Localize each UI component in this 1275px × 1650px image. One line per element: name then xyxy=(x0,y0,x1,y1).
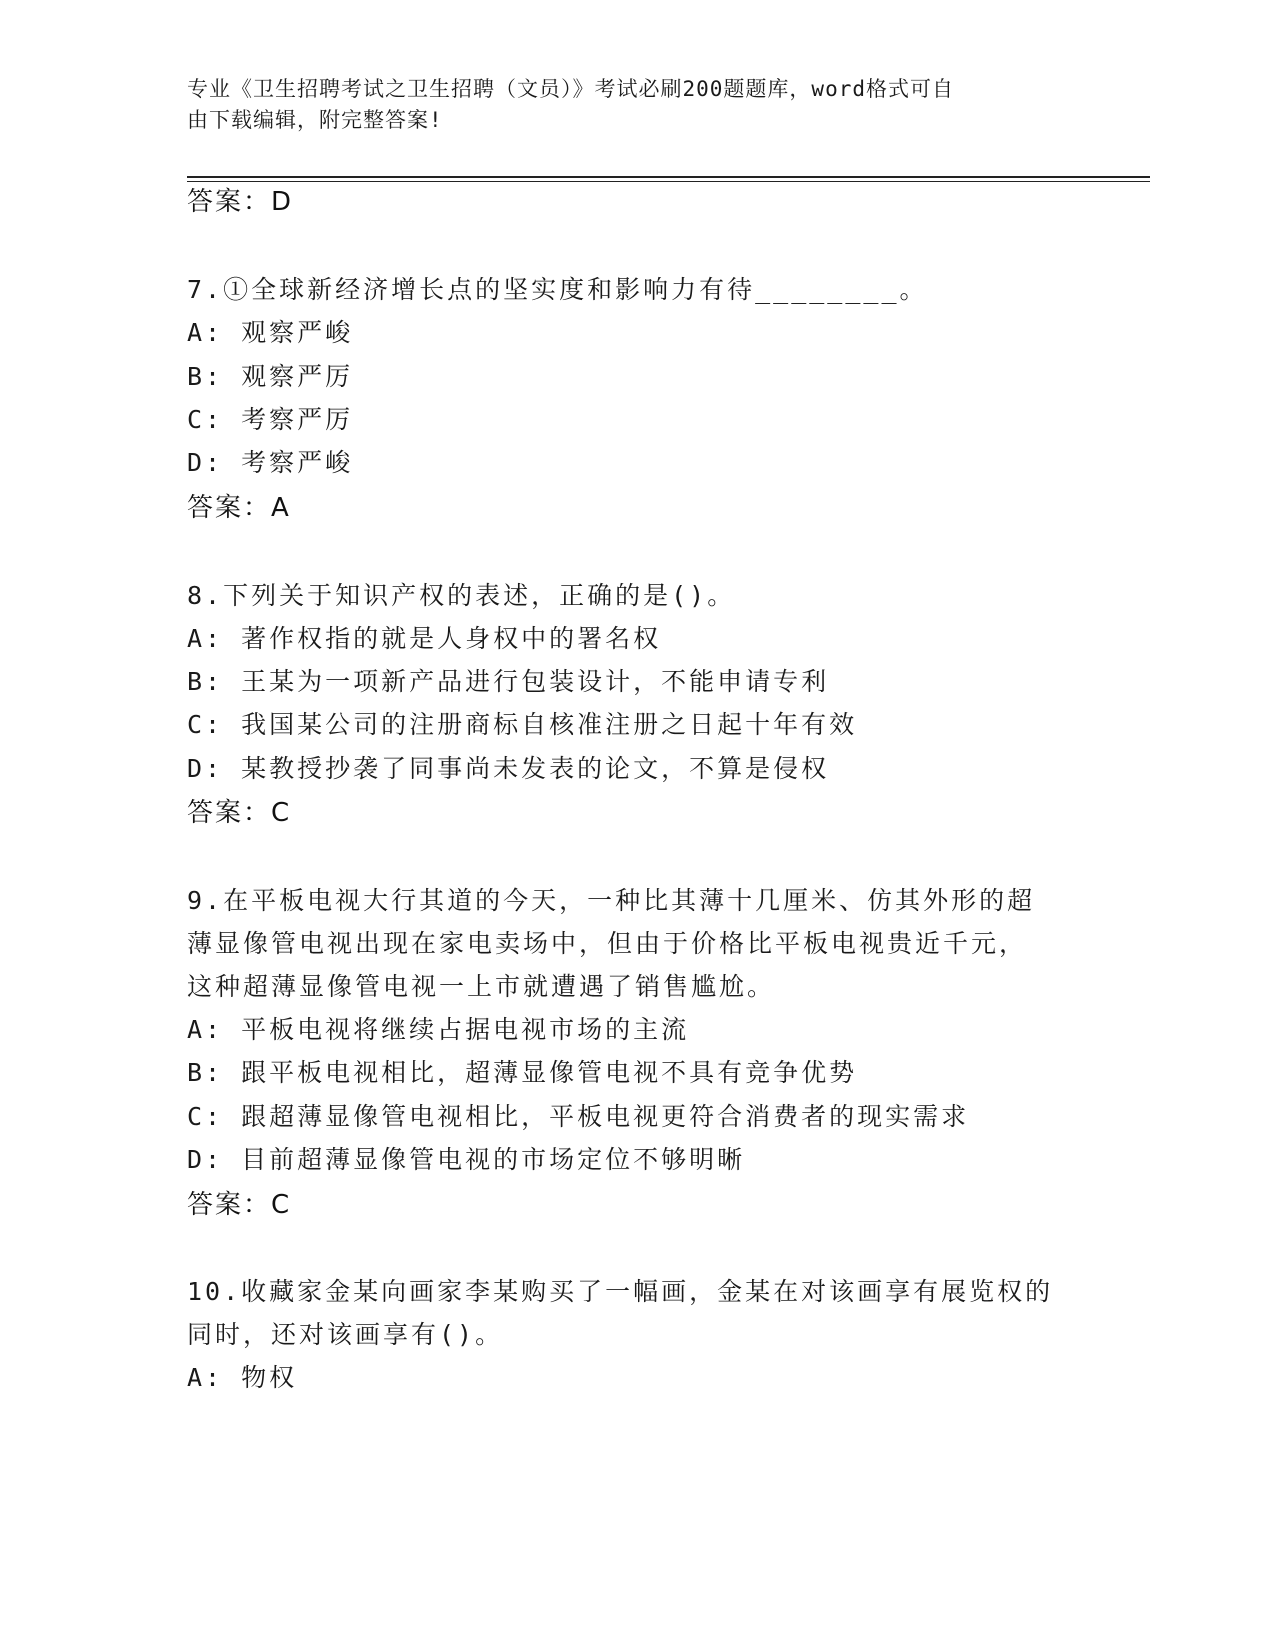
question-9-option-b: B: 跟平板电视相比，超薄显像管电视不具有竞争优势 xyxy=(187,1058,858,1087)
question-10-text-line-1: 10.收藏家金某向画家李某购买了一幅画，金某在对该画享有展览权的 xyxy=(187,1277,1054,1306)
question-9-text-line-3: 这种超薄显像管电视一上市就遭遇了销售尴尬。 xyxy=(187,972,776,1001)
question-7-option-a: A: 观察严峻 xyxy=(187,318,354,347)
answer-previous: 答案：D xyxy=(187,187,294,217)
question-8-option-b: B: 王某为一项新产品进行包装设计，不能申请专利 xyxy=(187,667,830,696)
question-9-option-a: A: 平板电视将继续占据电视市场的主流 xyxy=(187,1015,690,1044)
question-8-option-d: D: 某教授抄袭了同事尚未发表的论文，不算是侵权 xyxy=(187,754,830,783)
header-divider-thin xyxy=(187,181,1150,182)
question-10-option-a: A: 物权 xyxy=(187,1363,298,1392)
question-7-option-d: D: 考察严峻 xyxy=(187,448,354,477)
question-9-option-d: D: 目前超薄显像管电视的市场定位不够明晰 xyxy=(187,1145,746,1174)
header-divider-thick xyxy=(187,176,1150,178)
question-8-answer: 答案：C xyxy=(187,798,292,828)
header-line-1: 专业《卫生招聘考试之卫生招聘（文员）》考试必刷200题题库，word格式可自 xyxy=(187,77,954,101)
question-7-answer: 答案：A xyxy=(187,493,291,523)
header-line-2: 由下载编辑，附完整答案! xyxy=(187,108,443,132)
question-7-option-c: C: 考察严厉 xyxy=(187,405,354,434)
question-9-text-line-1: 9.在平板电视大行其道的今天，一种比其薄十几厘米、仿其外形的超 xyxy=(187,886,1036,915)
question-7-option-b: B: 观察严厉 xyxy=(187,362,354,391)
question-10-text-line-2: 同时，还对该画享有()。 xyxy=(187,1320,504,1349)
question-8-option-c: C: 我国某公司的注册商标自核准注册之日起十年有效 xyxy=(187,710,858,739)
question-9-answer: 答案：C xyxy=(187,1190,292,1220)
question-7-text: 7.①全球新经济增长点的坚实度和影响力有待________。 xyxy=(187,275,928,304)
question-8-option-a: A: 著作权指的就是人身权中的署名权 xyxy=(187,624,662,653)
question-8-text: 8.下列关于知识产权的表述，正确的是()。 xyxy=(187,581,736,610)
document-header xyxy=(187,74,1067,136)
question-9-option-c: C: 跟超薄显像管电视相比，平板电视更符合消费者的现实需求 xyxy=(187,1102,970,1131)
question-9-text-line-2: 薄显像管电视出现在家电卖场中，但由于价格比平板电视贵近千元， xyxy=(187,929,1028,958)
